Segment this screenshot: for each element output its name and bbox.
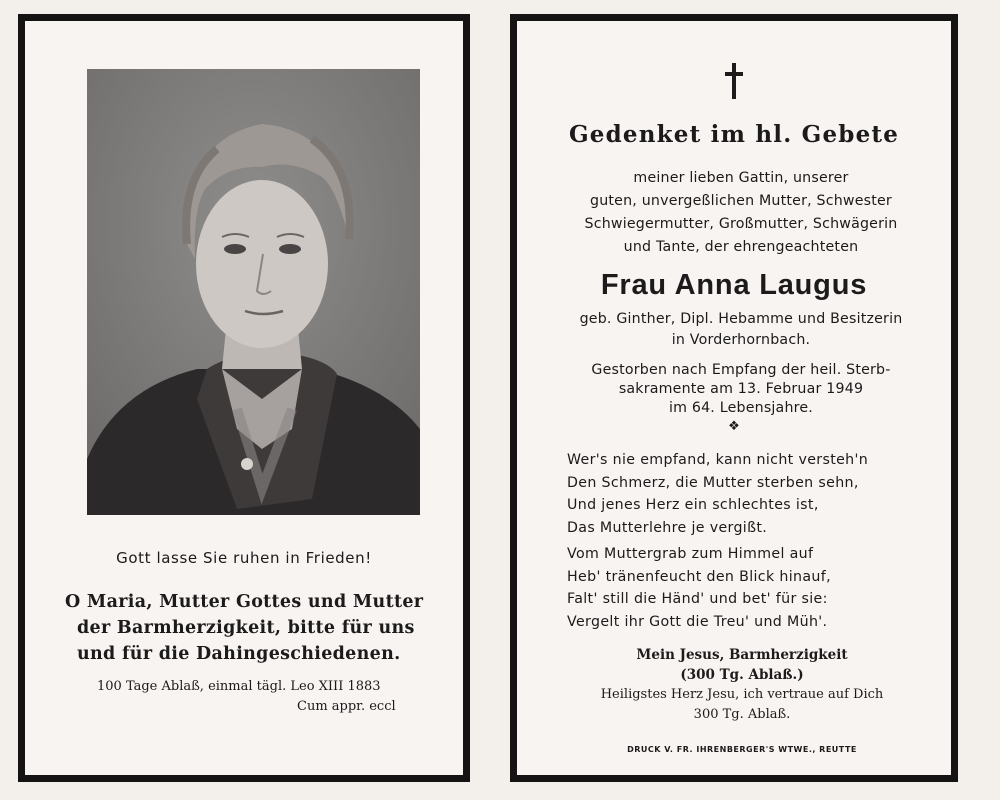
closing-line: (300 Tg. Ablaß.) <box>680 667 804 683</box>
poem-line: Falt' still die Händ' und bet' für sie: <box>567 591 828 608</box>
portrait-photo <box>87 69 420 515</box>
indulgence-note <box>97 677 417 717</box>
dedication-line: Schwiegermutter, Großmutter, Schwägerin <box>584 216 898 232</box>
dedication-line: meiner lieben Gattin, unserer <box>633 170 849 186</box>
closing-prayer <box>557 645 927 725</box>
poem-line: Heb' tränenfeucht den Blick hinauf, <box>567 568 831 585</box>
poem-line: Den Schmerz, die Mutter sterben sehn, <box>567 474 859 491</box>
marian-prayer <box>65 589 425 667</box>
death-line: sakramente am 13. Februar 1949 <box>618 381 864 397</box>
death-line: im 64. Lebensjahre. <box>668 400 814 416</box>
ornament-divider: ❖ <box>728 419 740 434</box>
left-card <box>18 14 470 782</box>
indulgence-line: 100 Tage Ablaß, einmal tägl. Leo XIII 1883 <box>97 679 381 694</box>
closing-line: Heiligstes Herz Jesu, ich vertraue auf Dich <box>600 687 884 702</box>
poem-line: Vom Muttergrab zum Himmel auf <box>567 545 814 562</box>
portrait-illustration <box>87 69 420 515</box>
prayer-line: der Barmherzigkeit, bitte für uns <box>77 618 415 638</box>
memorial-poem <box>567 449 947 634</box>
birth-details <box>531 309 951 351</box>
dedication-line: guten, unvergeßlichen Mutter, Schwester <box>590 193 892 209</box>
prayer-line: O Maria, Mutter Gottes und Mutter <box>65 592 424 612</box>
poem-line: Vergelt ihr Gott die Treu' und Müh'. <box>567 613 828 630</box>
cross-icon <box>725 63 743 99</box>
poem-line: Und jenes Herz ein schlechtes ist, <box>567 497 819 514</box>
death-line: Gestorben nach Empfang der heil. Sterb- <box>591 362 891 378</box>
birth-line: in Vorderhornbach. <box>671 332 811 348</box>
deceased-name: Frau Anna Laugus <box>600 269 868 301</box>
poem-line: Wer's nie empfand, kann nicht versteh'n <box>567 452 869 468</box>
dedication-line: und Tante, der ehrengeachteten <box>623 239 859 255</box>
birth-line: geb. Ginther, Dipl. Hebamme und Besitzerin <box>579 311 903 327</box>
memorial-heading: Gedenket im hl. Gebete <box>568 121 900 148</box>
printer-imprint: DRUCK V. FR. IHRENBERGER'S WTWE., REUTTE <box>627 745 857 754</box>
poem-line: Das Mutterlehre je vergißt. <box>567 520 768 537</box>
death-details <box>531 361 951 418</box>
closing-line: Mein Jesus, Barmherzigkeit <box>636 647 848 663</box>
closing-line: 300 Tg. Ablaß. <box>693 707 791 722</box>
approval-line: Cum appr. eccl <box>297 699 396 714</box>
dedication-text <box>531 167 951 259</box>
right-card <box>510 14 958 782</box>
prayer-line: und für die Dahingeschiedenen. <box>77 644 401 664</box>
rest-in-peace-line: Gott lasse Sie ruhen in Frieden! <box>116 549 372 567</box>
